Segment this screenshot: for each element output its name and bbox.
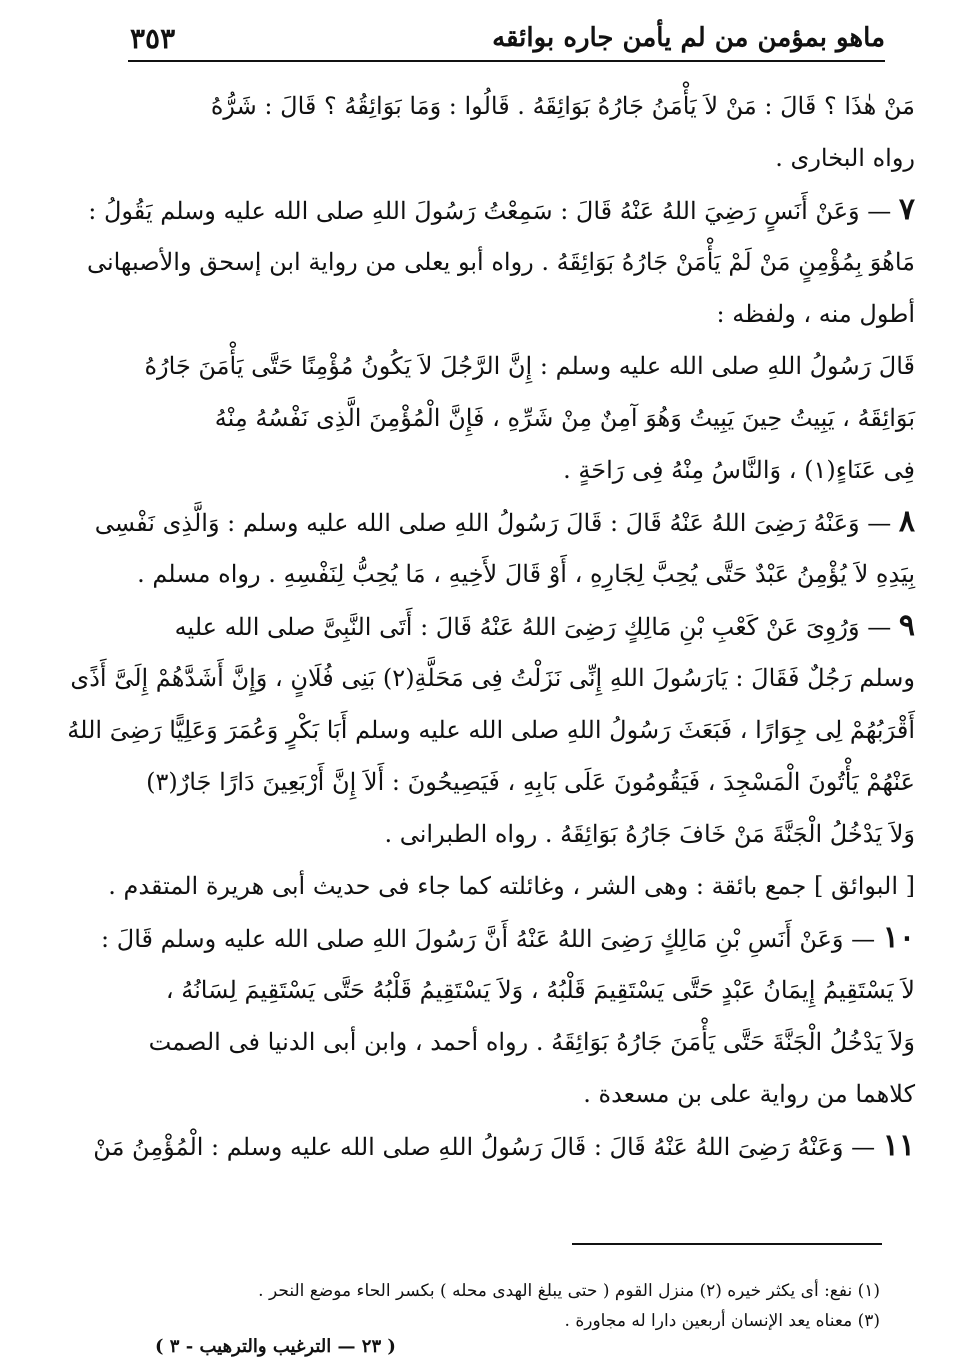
text-line bbox=[120, 392, 915, 444]
footnote-line: (١) نفع: أى يكثر خيره (٢) منزل القوم ( حتى يبلغ الهدى محله ) بكسر الحاء موضع النحر . bbox=[258, 1281, 880, 1301]
line-text: — وَعَنْ أَنَسٍ رَضِيَ اللهُ عَنْهُ قَالَ : سَمِعْتُ رَسُولَ اللهِ صلى الله عليه وسلم يَقُولُ : bbox=[88, 197, 899, 225]
text-line bbox=[108, 860, 915, 912]
text-line bbox=[94, 496, 915, 548]
line-text: أَقْرَبُهُمْ لِى جِوَارًا ، فَبَعَثَ رَسُولُ اللهِ صلى الله عليه وسلم أَبَا بَكْرٍ وَعُمَرَ وَعَلِيًّا رَضِىَ اللهُ bbox=[67, 716, 915, 744]
text-line bbox=[120, 1068, 915, 1120]
header-divider bbox=[128, 60, 885, 62]
hadith-number: ٩ bbox=[898, 608, 915, 643]
line-text: وَلاَ يَدْخُلُ الْجَنَّةَ حَتَّى يَأْمَنَ جَارُهُ بَوَائِقَهُ . رواه أحمد ، وابن أبى الدنيا فى الصمت bbox=[148, 1028, 915, 1056]
line-text: فِى عَنَاءٍ(١) ، وَالنَّاسُ مِنْهُ فِى رَاحَةٍ . bbox=[563, 456, 915, 484]
hadith-number: ١١ bbox=[882, 1128, 915, 1163]
signature-mark: ( ٢٣ — الترغيب والترهيب - ٣ ) bbox=[155, 1336, 396, 1357]
line-text: كلاهما من رواية على بن مسعدة . bbox=[583, 1080, 915, 1108]
hadith-number: ١٠ bbox=[882, 920, 915, 955]
line-text: وسلم رَجُلٌ فَقَالَ : يَارَسُولَ اللهِ إِنِّى نَزَلْتُ فِى مَحَلَّةِ(٢) بَنِى فُلَانٍ ، وَإِنَّ أَشَدَّهُمْ إِلَىَّ أَذًى bbox=[70, 664, 915, 692]
line-text: أطول منه ، ولفظه : bbox=[716, 300, 915, 328]
text-line bbox=[120, 80, 915, 132]
line-text: — وَعَنْهُ رَضِىَ اللهُ عَنْهُ قَالَ : قَالَ رَسُولُ اللهِ صلى الله عليه وسلم : الْمُؤْمِنُ مَنْ bbox=[93, 1133, 883, 1161]
text-line bbox=[120, 756, 915, 808]
line-text: عَنْهُمْ يَأْتُونَ الْمَسْجِدَ ، فَيَقُومُونَ عَلَى بَابِهِ ، فَيَصِيحُونَ : أَلاَ إِنَّ أَرْبَعِينَ دَارًا جَارٌ(٣) bbox=[146, 768, 915, 796]
text-line bbox=[120, 548, 915, 600]
line-text: مَاهُوَ بِمُؤْمِنٍ مَنْ لَمْ يَأْمَنْ جَارُهُ بَوَائِقَهُ . رواه أبو يعلى من رواية ابن إسحق والأصبهانى bbox=[86, 248, 915, 276]
line-text: [ البوائق ] جمع بائقة : وهى الشر ، وغائلته كما جاء فى حديث أبى هريرة المتقدم . bbox=[108, 872, 915, 900]
text-line bbox=[88, 184, 915, 236]
text-line bbox=[67, 704, 915, 756]
footnotes bbox=[140, 1276, 880, 1336]
text-line bbox=[70, 652, 915, 704]
page-body bbox=[67, 80, 915, 1172]
text-line bbox=[120, 964, 915, 1016]
running-title: ماهو بمؤمن من لم يأمن جاره بوائقه bbox=[492, 23, 885, 53]
text-line bbox=[101, 912, 915, 964]
hadith-number: ٧ bbox=[898, 192, 915, 227]
text-line bbox=[93, 1120, 915, 1172]
page-number: ٣٥٣ bbox=[130, 21, 176, 55]
text-line bbox=[120, 444, 915, 496]
text-line bbox=[120, 288, 915, 340]
line-text: قَالَ رَسُولُ اللهِ صلى الله عليه وسلم : إِنَّ الرَّجُلَ لاَ يَكُونُ مُؤْمِنًا حَتَّى يَأْمَنَ جَارُهُ bbox=[144, 352, 915, 380]
text-line bbox=[120, 808, 915, 860]
footnote-divider bbox=[572, 1243, 882, 1245]
line-text: — وَرُوِىَ عَنْ كَعْبِ بْنِ مَالِكٍ رَضِىَ اللهُ عَنْهُ قَالَ : أَتَى النَّبِىَّ صلى الله عليه bbox=[174, 613, 899, 641]
text-line bbox=[120, 340, 915, 392]
line-text: بِيَدِهِ لاَ يُؤْمِنُ عَبْدٌ حَتَّى يُحِبَّ لِجَارِهِ ، أَوْ قَالَ لأَخِيهِ ، مَا يُحِبُّ لِنَفْسِهِ . رواه مسلم . bbox=[137, 560, 915, 588]
line-text: — وَعَنْ أَنَسِ بْنِ مَالِكٍ رَضِىَ اللهُ عَنْهُ أَنَّ رَسُولَ اللهِ صلى الله عليه وسلم قَالَ : bbox=[101, 925, 883, 953]
line-text: بَوَائِقَهُ ، يَبِيتُ حِينَ يَبِيتُ وَهُوَ آمِنٌ مِنْ شَرِّهِ ، فَإِنَّ الْمُؤْمِنَ الَّذِى نَفْسُهُ مِنْهُ bbox=[214, 404, 915, 432]
hadith-number: ٨ bbox=[898, 504, 915, 539]
footnote-line: (٣) معناه يعد الإنسان أربعين دارا له مجاورة . bbox=[564, 1311, 880, 1331]
line-text: وَلاَ يَدْخُلُ الْجَنَّةَ مَنْ خَافَ جَارُهُ بَوَائِقَهُ . رواه الطبرانى . bbox=[384, 820, 915, 848]
text-line bbox=[120, 132, 915, 184]
line-text: رواه البخارى . bbox=[775, 144, 915, 172]
line-text: — وَعَنْهُ رَضِىَ اللهُ عَنْهُ قَالَ : قَالَ رَسُولُ اللهِ صلى الله عليه وسلم : وَالَّذِى نَفْسِى bbox=[94, 509, 899, 537]
text-line bbox=[120, 1016, 915, 1068]
line-text: لاَ يَسْتَقِيمُ إِيمَانُ عَبْدٍ حَتَّى يَسْتَقِيمَ قَلْبُهُ ، وَلاَ يَسْتَقِيمُ قَلْبُهُ حَتَّى يَسْتَقِيمَ لِسَانُهُ ، bbox=[165, 976, 915, 1004]
text-line bbox=[86, 236, 915, 288]
line-text: مَنْ هٰذَا ؟ قَالَ : مَنْ لاَ يَأْمَنُ جَارُهُ بَوَائِقَهُ . قَالُوا : وَمَا بَوَائِقُهُ ؟ قَالَ : شَرُّهُ bbox=[210, 92, 915, 120]
page-header bbox=[130, 18, 885, 58]
text-line bbox=[120, 600, 915, 652]
